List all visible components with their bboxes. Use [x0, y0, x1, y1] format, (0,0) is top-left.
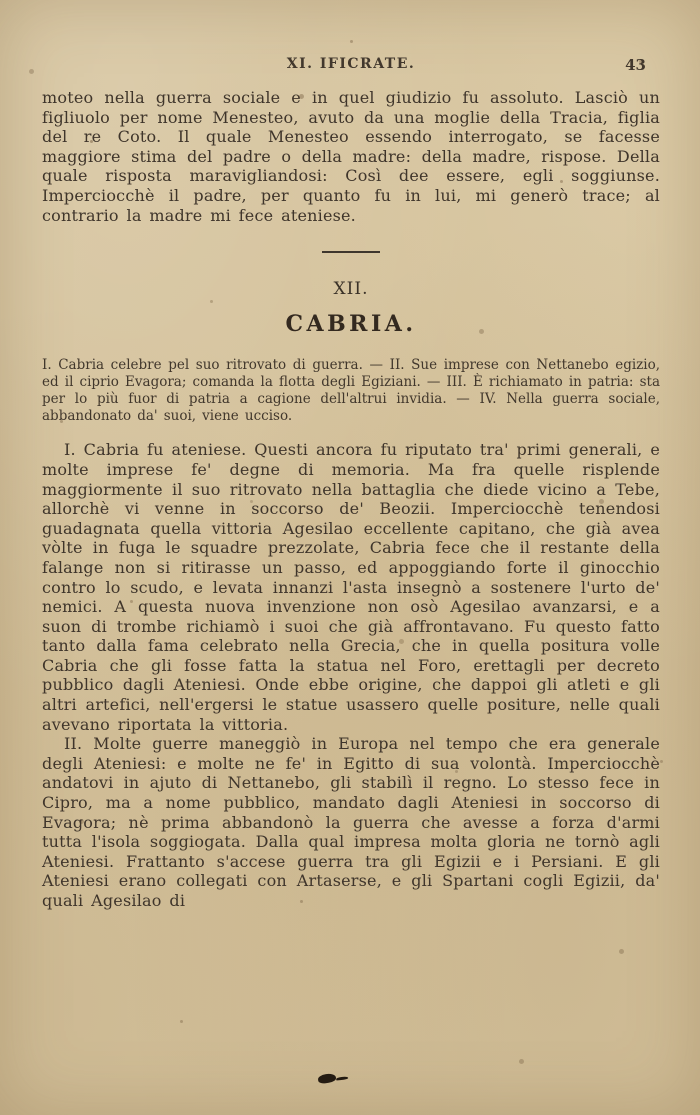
intro-section — [42, 88, 660, 225]
page-content — [42, 56, 660, 911]
paper-speckles — [0, 0, 3, 3]
body-paragraph: II. Molte guerre maneggiò in Europa nel tempo che era generale degli Ateniesi: e molte ne fe' in Egitto di sua volontà. Imperciocchè andatovi in ajuto di Nettanebo, gli stabilì il regno. Lo stesso fece in Cipro, ma a nome pubblico, mandato dagli Ateniesi in soccorso di Evagora; nè prima abbandonò la guerra che avesse a forza d'armi tutta l'isola soggiogata. Dalla qual impresa molta gloria ne tornò agli Ateniesi. Frattanto s'accese guerra tra gli Egizii e i Persiani. E gli Ateniesi erano collegati con Artaserse, e gli Spartani cogli Egizii, da' quali Agesilao di — [42, 734, 660, 910]
chapter-summary: I. Cabria celebre pel suo ritrovato di guerra. — II. Sue imprese con Nettanebo egizio, ed il ciprio Evagora; comanda la flotta degli Egiziani. — III. È richiamato in patria: sta per lo più fuor di patria a cagione dell'altrui invidia. — IV. Nella guerra sociale, abbandonato da' suoi, viene ucciso. — [42, 357, 660, 424]
chapter-title: CABRIA. — [285, 311, 417, 338]
page-number: 43 — [625, 56, 646, 74]
chapter-number: XII. — [333, 279, 369, 300]
chapter-body — [42, 440, 660, 910]
body-paragraph: I. Cabria fu ateniese. Questi ancora fu riputato tra' primi generali, e molte imprese fe' degne di memoria. Ma fra quelle risplende maggiormente il suo ritrovato nella battaglia che diede vicino a Tebe, allorchè vi venne in soccorso de' Beozii. Imperciocchè tenendosi guadagnata quella vittoria Agesilao eccellente capitano, che già avea vòlte in fuga le squadre prezzolate, Cabria fece che il restante della falange non si ritirasse un passo, ed appoggiando forte il ginocchio contro lo scudo, e levata innanzi l'asta insegnò a sostenere l'urto de' nemici. A questa nuova invenzione non osò Agesilao avanzarsi, e a suon di trombe richiamò i suoi che già affrontavano. Fu questo fatto tanto dalla fama celebrato nella Grecia, che in quella positura volle Cabria che gli fosse fatta la statua nel Foro, erettagli per decreto pubblico dagli Ateniesi. Onde ebbe origine, che dappoi gli atleti e gli altri artefici, nell'ergersi le statue usassero quelle positure, nelle quali avevano riportata la vittoria. — [42, 440, 660, 734]
section-divider — [322, 251, 380, 253]
intro-paragraph: moteo nella guerra sociale e in quel giudizio fu assoluto. Lasciò un figliuolo per nome Menesteo, avuto da una moglie della Tracia, figlia del re Coto. Il quale Menesteo essendo interrogato, se facesse maggiore stima del padre o della madre: della madre, rispose. Della quale risposta maravigliandosi: Così dee essere, egli soggiunse. Imperciocchè il padre, per quanto fu in lui, mi generò trace; al contrario la madre mi fece ateniese. — [42, 88, 660, 225]
page-header — [42, 56, 660, 78]
running-head: XI. IFICRATE. — [286, 56, 416, 72]
